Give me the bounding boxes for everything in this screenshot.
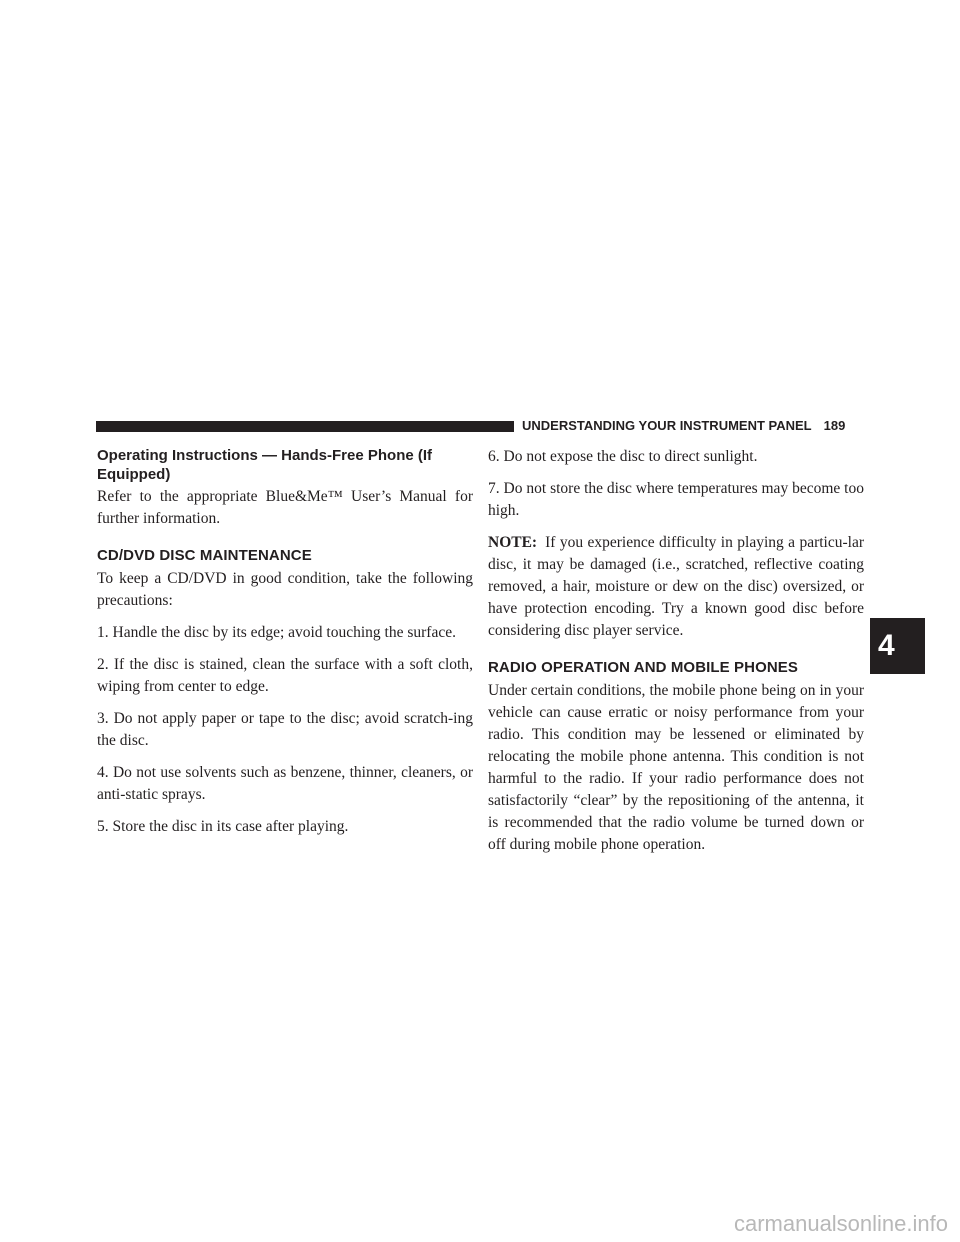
disc-intro-paragraph: To keep a CD/DVD in good condition, take the following precautions: [97, 570, 473, 609]
heading-disc-maintenance: CD/DVD DISC MAINTENANCE [97, 547, 312, 564]
list-item: 2. If the disc is stained, clean the surface with a soft cloth, wiping from center to edge. [97, 656, 473, 695]
phone-paragraph: Refer to the appropriate Blue&Me™ User’s Manual for further information. [97, 488, 473, 527]
heading-hands-free-phone: Operating Instructions — Hands-Free Phone (If Equipped) [97, 447, 433, 483]
running-header [522, 417, 864, 435]
right-column [488, 446, 864, 866]
header-rule [96, 421, 514, 432]
list-item: 1. Handle the disc by its edge; avoid touching the surface. [97, 624, 456, 641]
note-label: NOTE: [488, 534, 538, 551]
chapter-tab: 4 [870, 618, 925, 674]
page-number: 189 [823, 418, 846, 433]
list-item: 7. Do not store the disc where temperatures may become too high. [488, 480, 864, 519]
radio-paragraph: Under certain conditions, the mobile phone being on in your vehicle can cause erratic or noisy performance from your radio. This condition may be lessened or eliminated by relocating the mobile phone antenna. This condition is not harmful to the radio. If your radio performance does not satisfactorily “clear” by the repositioning of the antenna, it is recommended that the radio volume be turned down or off during mobile phone operation. [488, 682, 864, 853]
note-paragraph [488, 532, 864, 642]
list-item: 5. Store the disc in its case after playing. [97, 818, 349, 835]
list-item: 6. Do not expose the disc to direct sunlight. [488, 448, 758, 465]
heading-radio-mobile-phones: RADIO OPERATION AND MOBILE PHONES [488, 659, 798, 676]
list-item: 4. Do not use solvents such as benzene, thinner, cleaners, or anti-static sprays. [97, 764, 473, 803]
section-title: UNDERSTANDING YOUR INSTRUMENT PANEL [522, 418, 812, 433]
note-text: If you experience difficulty in playing a particu-lar disc, it may be damaged (i.e., scratched, reflective coating removed, a hair, moisture or dew on the disc) oversized, or have protection encoding. Try a known good disc before considering disc player service. [488, 534, 864, 639]
left-column [97, 446, 473, 848]
watermark: carmanualsonline.info [0, 1205, 960, 1242]
list-item: 3. Do not apply paper or tape to the disc; avoid scratch-ing the disc. [97, 710, 473, 749]
